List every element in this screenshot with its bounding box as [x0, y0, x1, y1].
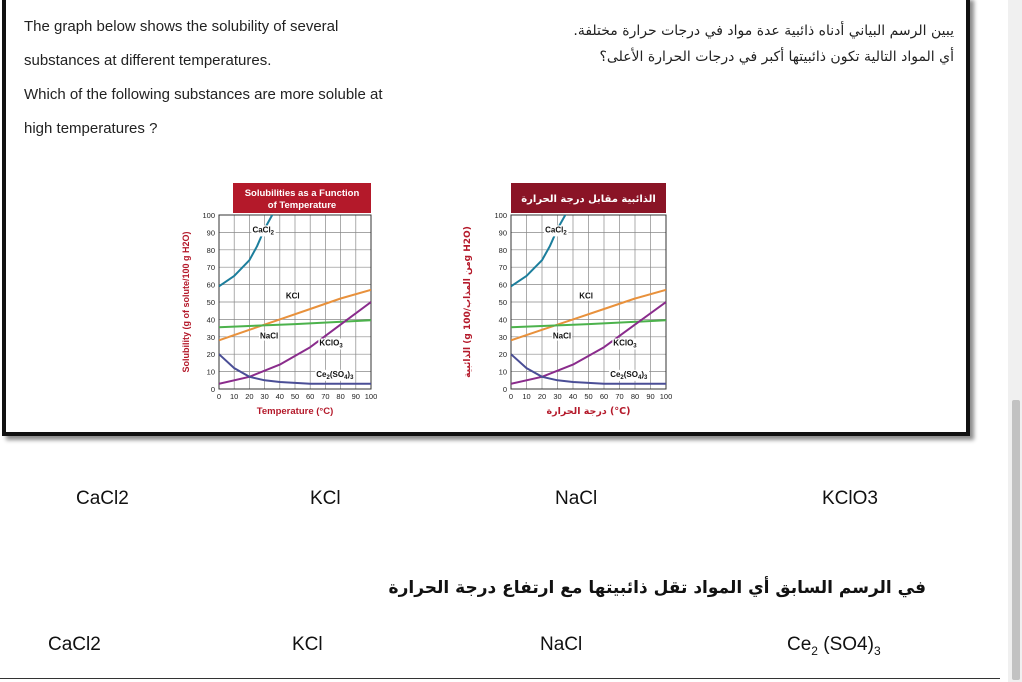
x-tick-label: 0 [216, 392, 222, 401]
y-tick-label: 10 [498, 367, 507, 377]
y-tick-label: 30 [498, 332, 507, 342]
y-tick-label: 100 [202, 211, 215, 220]
y-tick-label: 70 [498, 263, 507, 273]
x-tick-label: 50 [290, 392, 300, 401]
y-tick-label: 20 [498, 350, 507, 360]
question-english [24, 10, 454, 146]
choice-2-ce-text: Ce [787, 634, 812, 655]
choice-2-sub1: 2 [811, 643, 818, 658]
y-tick-label: 80 [206, 245, 215, 255]
x-axis-label: درجة الحرارة (°C) [546, 406, 631, 417]
series-label-kcl: KCl [579, 291, 593, 301]
x-tick-label: 70 [615, 392, 624, 401]
x-tick-label: 90 [351, 392, 360, 401]
choice-2-cacl2[interactable]: CaCl2 [48, 634, 101, 655]
x-tick-label: 10 [522, 392, 531, 401]
x-tick-label: 0 [508, 392, 514, 401]
question-2-arabic: في الرسم السابق أي المواد تقل ذائبيتها مع ارتفاع درجة الحرارة [388, 578, 926, 598]
question-english-line: Which of the following substances are more soluble at [24, 86, 383, 103]
choice-nacl[interactable]: NaCl [555, 488, 598, 509]
series-label-kclo3: KClO$_3$ [319, 338, 343, 350]
question-english-line: substances at different temperatures. [24, 52, 272, 69]
series-label-ce2so43: $Ce_2(SO_4)_3$ [610, 369, 648, 381]
choice-2-kcl[interactable]: KCl [292, 634, 323, 655]
x-tick-label: 60 [599, 392, 609, 401]
question-english-line: The graph below shows the solubility of several [24, 18, 339, 35]
series-label-kcl: KCl [285, 291, 300, 301]
choice-2-ce2so43[interactable] [787, 634, 881, 658]
y-tick-label: 60 [498, 280, 507, 290]
y-tick-label: 70 [206, 263, 215, 273]
series-label-ce2so43: $Ce_2(SO_4)_3$ [316, 369, 354, 381]
y-tick-label: 50 [206, 298, 215, 307]
choice-cacl2[interactable]: CaCl2 [76, 488, 129, 509]
x-tick-label: 90 [646, 392, 655, 401]
x-tick-label: 40 [568, 392, 578, 401]
y-tick-label: 0 [210, 385, 215, 394]
x-tick-label: 60 [306, 392, 315, 401]
question-arabic-line: أي المواد التالية تكون ذائبيتها أكبر في درجات الحرارة الأعلى؟ [599, 49, 954, 65]
y-axis-label: Solubility (g of solute/100 g H2O) [181, 231, 191, 373]
y-tick-label: 40 [206, 315, 215, 325]
y-tick-label: 0 [502, 385, 507, 394]
chart-title: Solubilities as a Function [244, 188, 360, 199]
y-tick-label: 10 [206, 367, 215, 377]
series-label-nacl: NaCl [260, 331, 279, 341]
x-tick-label: 50 [584, 392, 593, 401]
y-tick-label: 20 [206, 350, 215, 360]
series-label-cacl2: CaCl$_2$ [545, 225, 567, 237]
question-arabic-line: يبين الرسم البياني أدناه ذائبية عدة مواد في درجات حرارة مختلفة. [573, 23, 954, 39]
y-axis-label: الذائبية (g من المذاب/100g H2O) [463, 226, 473, 378]
y-tick-label: 60 [206, 280, 215, 290]
y-tick-label: 30 [206, 332, 215, 342]
series-label-kclo3: KClO$_3$ [613, 338, 637, 350]
x-tick-label: 10 [230, 392, 239, 401]
y-tick-label: 100 [494, 211, 507, 220]
x-tick-label: 20 [245, 392, 254, 401]
series-label-nacl: NaCl [552, 331, 572, 341]
solubility-chart-arabic [448, 180, 688, 432]
y-tick-label: 40 [498, 315, 507, 325]
x-tick-label: 70 [321, 392, 330, 401]
choice-2-so4-text: (SO4) [817, 634, 874, 655]
bottom-divider [0, 678, 1000, 679]
x-tick-label: 30 [260, 392, 269, 401]
x-tick-label: 80 [336, 392, 345, 401]
choice-2-nacl[interactable]: NaCl [540, 634, 583, 655]
y-tick-label: 50 [498, 298, 507, 307]
choice-2-sub2: 3 [873, 643, 881, 658]
series-label-cacl2: CaCl$_2$ [252, 225, 275, 237]
question-arabic [514, 18, 954, 70]
x-tick-label: 100 [364, 392, 378, 401]
x-tick-label: 20 [537, 392, 547, 401]
x-tick-label: 80 [630, 392, 640, 401]
y-tick-label: 80 [498, 245, 507, 255]
y-tick-label: 90 [206, 228, 215, 238]
solubility-chart-english [178, 180, 383, 432]
scrollbar-thumb[interactable] [1012, 400, 1020, 680]
x-tick-label: 30 [553, 392, 562, 401]
choice-kcl[interactable]: KCl [310, 488, 341, 509]
choice-kclo3[interactable]: KClO3 [822, 488, 878, 509]
chart-title: الذائبية مقابل درجة الحرارة [521, 194, 656, 205]
x-axis-label: Temperature (°C) [256, 406, 334, 417]
question-english-line: high temperatures ? [24, 120, 158, 137]
x-tick-label: 40 [275, 392, 284, 401]
x-tick-label: 100 [659, 392, 673, 401]
y-tick-label: 90 [498, 228, 507, 238]
chart-title: of Temperature [267, 200, 337, 211]
